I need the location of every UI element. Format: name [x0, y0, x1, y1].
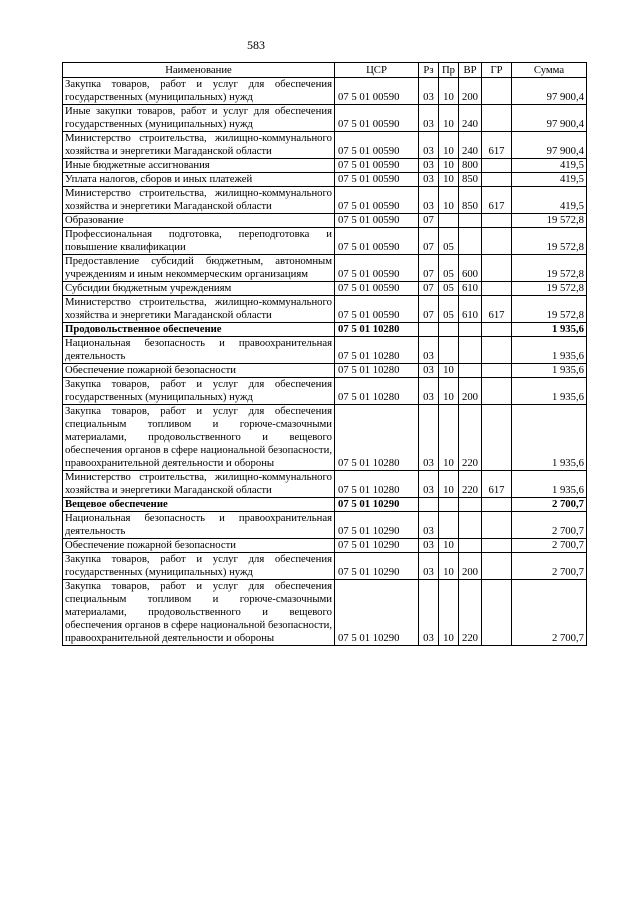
cell-rz: 03: [419, 173, 439, 187]
cell-gr: [482, 255, 512, 282]
cell-sum: 419,5: [512, 173, 587, 187]
cell-pr: [439, 214, 459, 228]
cell-vr: [459, 498, 482, 512]
table-row: [63, 214, 587, 228]
table-row: [63, 323, 587, 337]
table-row: [63, 282, 587, 296]
cell-gr: [482, 539, 512, 553]
cell-rz: 03: [419, 364, 439, 378]
cell-sum: 2 700,7: [512, 580, 587, 646]
cell-csr: 07 5 01 00590: [335, 187, 419, 214]
cell-sum: 1 935,6: [512, 378, 587, 405]
cell-sum: 19 572,8: [512, 255, 587, 282]
cell-name: Иные бюджетные ассигнования: [63, 159, 335, 173]
cell-vr: 610: [459, 282, 482, 296]
cell-rz: 07: [419, 214, 439, 228]
cell-gr: [482, 228, 512, 255]
table-row: [63, 405, 587, 471]
cell-rz: 07: [419, 296, 439, 323]
cell-csr: 07 5 01 10280: [335, 405, 419, 471]
cell-sum: 419,5: [512, 159, 587, 173]
cell-csr: 07 5 01 10290: [335, 553, 419, 580]
cell-gr: [482, 378, 512, 405]
cell-sum: 97 900,4: [512, 105, 587, 132]
cell-csr: 07 5 01 00590: [335, 282, 419, 296]
cell-vr: 220: [459, 580, 482, 646]
cell-pr: 10: [439, 378, 459, 405]
cell-gr: [482, 364, 512, 378]
cell-gr: 617: [482, 132, 512, 159]
cell-vr: 200: [459, 553, 482, 580]
cell-rz: 03: [419, 132, 439, 159]
table-row: [63, 173, 587, 187]
cell-csr: 07 5 01 10290: [335, 512, 419, 539]
cell-gr: 617: [482, 187, 512, 214]
cell-gr: [482, 282, 512, 296]
cell-rz: 03: [419, 580, 439, 646]
header-name: Наименование: [63, 63, 335, 78]
budget-table: [62, 62, 587, 646]
cell-csr: 07 5 01 10280: [335, 337, 419, 364]
cell-csr: 07 5 01 10290: [335, 539, 419, 553]
cell-sum: 1 935,6: [512, 364, 587, 378]
cell-gr: [482, 553, 512, 580]
cell-pr: 10: [439, 159, 459, 173]
cell-gr: [482, 173, 512, 187]
page-number: 583: [247, 38, 265, 52]
cell-rz: 07: [419, 255, 439, 282]
cell-gr: [482, 105, 512, 132]
table-body: [63, 78, 587, 646]
cell-name: Вещевое обеспечение: [63, 498, 335, 512]
table-row: [63, 539, 587, 553]
table-row: [63, 378, 587, 405]
cell-gr: [482, 498, 512, 512]
cell-rz: 07: [419, 228, 439, 255]
cell-sum: 1 935,6: [512, 405, 587, 471]
table-row: [63, 512, 587, 539]
cell-name: Закупка товаров, работ и услуг для обеспечения государственных (муниципальных) нужд: [63, 78, 335, 105]
cell-name: Министерство строительства, жилищно-коммунального хозяйства и энергетики Магаданской области: [63, 296, 335, 323]
cell-name: Закупка товаров, работ и услуг для обеспечения государственных (муниципальных) нужд: [63, 378, 335, 405]
cell-gr: [482, 323, 512, 337]
header-vr: ВР: [459, 63, 482, 78]
cell-pr: 05: [439, 282, 459, 296]
cell-pr: 10: [439, 105, 459, 132]
cell-pr: 10: [439, 78, 459, 105]
cell-csr: 07 5 01 10280: [335, 378, 419, 405]
cell-name: Закупка товаров, работ и услуг для обеспечения государственных (муниципальных) нужд: [63, 553, 335, 580]
cell-gr: [482, 159, 512, 173]
cell-pr: 10: [439, 580, 459, 646]
cell-name: Предоставление субсидий бюджетным, автономным учреждениям и иным некоммерческим организациям: [63, 255, 335, 282]
cell-name: Национальная безопасность и правоохранительная деятельность: [63, 337, 335, 364]
cell-vr: 600: [459, 255, 482, 282]
header-gr: ГР: [482, 63, 512, 78]
cell-name: Иные закупки товаров, работ и услуг для обеспечения государственных (муниципальных) нужд: [63, 105, 335, 132]
cell-rz: 03: [419, 405, 439, 471]
cell-pr: [439, 323, 459, 337]
cell-vr: 220: [459, 471, 482, 498]
cell-rz: 03: [419, 337, 439, 364]
cell-sum: 97 900,4: [512, 132, 587, 159]
table-row: [63, 580, 587, 646]
cell-pr: 10: [439, 187, 459, 214]
cell-name: Национальная безопасность и правоохранительная деятельность: [63, 512, 335, 539]
cell-vr: [459, 337, 482, 364]
cell-rz: 03: [419, 378, 439, 405]
cell-pr: 10: [439, 539, 459, 553]
cell-rz: 03: [419, 187, 439, 214]
cell-pr: 10: [439, 553, 459, 580]
table-row: [63, 105, 587, 132]
cell-vr: 850: [459, 187, 482, 214]
cell-vr: 220: [459, 405, 482, 471]
cell-csr: 07 5 01 10280: [335, 364, 419, 378]
cell-vr: 200: [459, 78, 482, 105]
cell-name: Закупка товаров, работ и услуг для обеспечения специальным топливом и горюче-смазочными материалами, продовольственного и вещевого обеспечения органов в сфере национальной безопасности, правоохранительной деятельности и обороны: [63, 405, 335, 471]
cell-name: Профессиональная подготовка, переподготовка и повышение квалификации: [63, 228, 335, 255]
cell-vr: 800: [459, 159, 482, 173]
cell-name: Субсидии бюджетным учреждениям: [63, 282, 335, 296]
cell-csr: 07 5 01 00590: [335, 228, 419, 255]
cell-rz: 03: [419, 78, 439, 105]
cell-csr: 07 5 01 00590: [335, 214, 419, 228]
cell-sum: 1 935,6: [512, 471, 587, 498]
cell-sum: 419,5: [512, 187, 587, 214]
cell-name: Министерство строительства, жилищно-коммунального хозяйства и энергетики Магаданской области: [63, 132, 335, 159]
cell-vr: [459, 228, 482, 255]
cell-pr: [439, 337, 459, 364]
table-row: [63, 553, 587, 580]
cell-pr: 05: [439, 228, 459, 255]
cell-vr: 240: [459, 105, 482, 132]
cell-csr: 07 5 01 00590: [335, 105, 419, 132]
cell-name: Продовольственное обеспечение: [63, 323, 335, 337]
header-rz: Рз: [419, 63, 439, 78]
table-header-row: [63, 63, 587, 78]
table-row: [63, 364, 587, 378]
cell-name: Министерство строительства, жилищно-коммунального хозяйства и энергетики Магаданской области: [63, 187, 335, 214]
cell-csr: 07 5 01 00590: [335, 173, 419, 187]
cell-pr: [439, 512, 459, 539]
cell-pr: 05: [439, 296, 459, 323]
cell-csr: 07 5 01 10280: [335, 323, 419, 337]
table-row: [63, 498, 587, 512]
cell-gr: 617: [482, 296, 512, 323]
table-row: [63, 187, 587, 214]
table-row: [63, 132, 587, 159]
cell-gr: [482, 214, 512, 228]
header-sum: Сумма: [512, 63, 587, 78]
cell-rz: [419, 323, 439, 337]
table-row: [63, 255, 587, 282]
cell-vr: 240: [459, 132, 482, 159]
cell-gr: [482, 78, 512, 105]
cell-pr: 10: [439, 364, 459, 378]
cell-vr: 610: [459, 296, 482, 323]
cell-rz: 03: [419, 512, 439, 539]
cell-rz: 03: [419, 159, 439, 173]
table-row: [63, 228, 587, 255]
cell-csr: 07 5 01 10290: [335, 498, 419, 512]
cell-sum: 97 900,4: [512, 78, 587, 105]
cell-rz: 03: [419, 539, 439, 553]
cell-gr: [482, 337, 512, 364]
header-pr: Пр: [439, 63, 459, 78]
table-row: [63, 296, 587, 323]
cell-sum: 19 572,8: [512, 296, 587, 323]
cell-gr: [482, 405, 512, 471]
cell-rz: 03: [419, 471, 439, 498]
cell-csr: 07 5 01 00590: [335, 255, 419, 282]
table-row: [63, 78, 587, 105]
cell-pr: 10: [439, 132, 459, 159]
cell-gr: [482, 512, 512, 539]
cell-gr: [482, 580, 512, 646]
cell-vr: 200: [459, 378, 482, 405]
cell-name: Уплата налогов, сборов и иных платежей: [63, 173, 335, 187]
cell-sum: 2 700,7: [512, 553, 587, 580]
cell-pr: [439, 498, 459, 512]
cell-gr: 617: [482, 471, 512, 498]
cell-rz: 03: [419, 105, 439, 132]
table-row: [63, 337, 587, 364]
cell-pr: 10: [439, 173, 459, 187]
cell-name: Образование: [63, 214, 335, 228]
cell-name: Министерство строительства, жилищно-коммунального хозяйства и энергетики Магаданской области: [63, 471, 335, 498]
cell-sum: 2 700,7: [512, 512, 587, 539]
cell-sum: 2 700,7: [512, 539, 587, 553]
cell-vr: [459, 539, 482, 553]
cell-sum: 19 572,8: [512, 228, 587, 255]
table-row: [63, 159, 587, 173]
cell-csr: 07 5 01 10290: [335, 580, 419, 646]
cell-sum: 19 572,8: [512, 282, 587, 296]
table-row: [63, 471, 587, 498]
cell-csr: 07 5 01 10280: [335, 471, 419, 498]
cell-vr: [459, 364, 482, 378]
cell-csr: 07 5 01 00590: [335, 78, 419, 105]
cell-rz: [419, 498, 439, 512]
cell-sum: 19 572,8: [512, 214, 587, 228]
cell-pr: 10: [439, 471, 459, 498]
cell-sum: 2 700,7: [512, 498, 587, 512]
cell-rz: 03: [419, 553, 439, 580]
cell-name: Обеспечение пожарной безопасности: [63, 364, 335, 378]
cell-sum: 1 935,6: [512, 337, 587, 364]
header-csr: ЦСР: [335, 63, 419, 78]
cell-rz: 07: [419, 282, 439, 296]
cell-vr: [459, 323, 482, 337]
cell-name: Обеспечение пожарной безопасности: [63, 539, 335, 553]
cell-name: Закупка товаров, работ и услуг для обеспечения специальным топливом и горюче-смазочными материалами, продовольственного и вещевого обеспечения органов в сфере национальной безопасности, правоохранительной деятельности и обороны: [63, 580, 335, 646]
cell-vr: [459, 512, 482, 539]
cell-csr: 07 5 01 00590: [335, 296, 419, 323]
cell-vr: 850: [459, 173, 482, 187]
cell-pr: 05: [439, 255, 459, 282]
cell-sum: 1 935,6: [512, 323, 587, 337]
cell-pr: 10: [439, 405, 459, 471]
cell-csr: 07 5 01 00590: [335, 132, 419, 159]
cell-csr: 07 5 01 00590: [335, 159, 419, 173]
cell-vr: [459, 214, 482, 228]
